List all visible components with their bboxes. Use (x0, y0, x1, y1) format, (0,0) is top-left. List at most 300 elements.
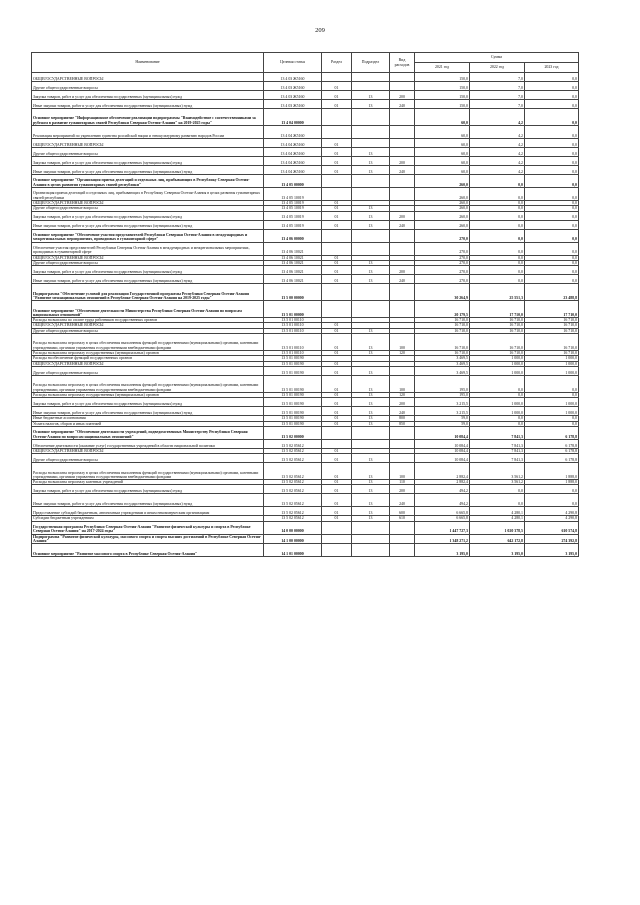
row-section: 01 (322, 166, 352, 175)
row-code: 13 4 03 Ж5160 (264, 73, 322, 82)
row-name: Расходы на выплаты по оплате труда работников государственных органов (32, 318, 264, 323)
row-value-2022: 7,0 (470, 82, 525, 91)
row-value-2023: 0,0 (525, 260, 579, 265)
row-value-2023: 610 574,8 (525, 521, 579, 534)
row-name: Обеспечение деятельности (оказание услуг) государственных учреждений в области национальной политики (32, 439, 264, 448)
row-value-2023: 1 000,0 (525, 407, 579, 416)
row-value-2022: 4 280,1 (470, 516, 525, 521)
row-expense-type: 240 (390, 166, 415, 175)
row-value-2021: 60,0 (415, 157, 470, 166)
row-code: 13 4 03 Ж5160 (264, 82, 322, 91)
row-value-2021: 60,0 (415, 148, 470, 157)
row-code: 13 4 05 10019 (264, 206, 322, 211)
row-section: 01 (322, 375, 352, 392)
row-section (322, 242, 352, 255)
row-expense-type: 120 (390, 392, 415, 397)
row-section: 01 (322, 139, 352, 148)
row-value-2022: 0,0 (470, 175, 525, 188)
row-section: 01 (322, 91, 352, 100)
row-value-2023: 16 710,0 (525, 323, 579, 328)
row-value-2023: 0,0 (525, 206, 579, 211)
row-value-2023: 1 888,0 (525, 480, 579, 485)
row-value-2021: 494,2 (415, 485, 470, 494)
row-value-2021: 2 882,4 (415, 463, 470, 480)
row-name: Иные закупки товаров, работ и услуг для обеспечения государственных (муниципальных) нужд (32, 407, 264, 416)
table-row (32, 534, 579, 544)
row-section: 01 (322, 148, 352, 157)
row-value-2022: 0,0 (470, 421, 525, 426)
row-code: 13 5 01 00190 (264, 407, 322, 416)
row-value-2022: 16 710,0 (470, 334, 525, 351)
row-name: Основное мероприятие "Обеспечение участия представителей Республики Северная Осетия-Алания в международных и межрегиональных мероприятиях, проводимых в гуманитарной сфере" (32, 229, 264, 242)
row-subsection (352, 544, 390, 557)
row-code: 13 4 06 00000 (264, 229, 322, 242)
row-name: Закупка товаров, работ и услуг для обеспечения государственных (муниципальных) нужд (32, 485, 264, 494)
row-subsection (352, 426, 390, 439)
row-value-2021: 3 469,5 (415, 356, 470, 361)
row-value-2022: 0,0 (470, 242, 525, 255)
row-value-2022: 1 000,0 (470, 356, 525, 361)
row-subsection (352, 82, 390, 91)
row-value-2023: 0,0 (525, 148, 579, 157)
row-value-2022: 3 561,2 (470, 480, 525, 485)
row-subsection (352, 301, 390, 318)
table-row (32, 82, 579, 91)
row-name: ОБЩЕГОСУДАРСТВЕННЫЕ ВОПРОСЫ (32, 139, 264, 148)
row-code: 13 5 01 00110 (264, 328, 322, 333)
row-value-2023: 0,0 (525, 211, 579, 220)
row-code: 14 1 01 00000 (264, 544, 322, 557)
row-value-2021: 260,0 (415, 211, 470, 220)
row-value-2021: 16 710,0 (415, 334, 470, 351)
table-row (32, 521, 579, 534)
page-number: 209 (315, 27, 325, 34)
row-name: Иные закупки товаров, работ и услуг для обеспечения государственных (муниципальных) нужд (32, 100, 264, 109)
row-code: 13 4 06 10021 (264, 255, 322, 260)
table-row (32, 91, 579, 100)
row-section (322, 534, 352, 544)
row-expense-type (390, 148, 415, 157)
row-subsection (352, 229, 390, 242)
row-section: 01 (322, 334, 352, 351)
row-value-2023: 0,0 (525, 242, 579, 255)
row-name: ОБЩЕГОСУДАРСТВЕННЫЕ ВОПРОСЫ (32, 255, 264, 260)
row-section (322, 109, 352, 126)
row-code: 13 4 06 10021 (264, 260, 322, 265)
row-expense-type (390, 175, 415, 188)
row-value-2021: 59,0 (415, 416, 470, 421)
row-subsection: 13 (352, 375, 390, 392)
row-expense-type (390, 521, 415, 534)
table-row (32, 211, 579, 220)
row-code: 13 5 01 00110 (264, 334, 322, 351)
row-name: Расходы на выплаты персоналу государственных (муниципальных) органов (32, 392, 264, 397)
row-subsection: 13 (352, 334, 390, 351)
row-subsection: 13 (352, 328, 390, 333)
row-subsection: 13 (352, 463, 390, 480)
row-value-2022: 1 020 378,5 (470, 521, 525, 534)
row-value-2023: 0,0 (525, 229, 579, 242)
row-section: 01 (322, 416, 352, 421)
row-value-2023: 0,0 (525, 494, 579, 507)
row-section: 01 (322, 361, 352, 366)
table-row (32, 275, 579, 284)
row-value-2022: 0,0 (470, 220, 525, 229)
row-value-2021: 60,0 (415, 139, 470, 148)
row-section: 01 (322, 157, 352, 166)
row-value-2023: 6 178,8 (525, 454, 579, 463)
row-value-2021: 20 179,5 (415, 301, 470, 318)
row-name: Основное мероприятие "Развитие массового спорта в Республике Северная Осетия-Алания" (32, 544, 264, 557)
table-row (32, 494, 579, 507)
row-code: 13 5 02 05612 (264, 480, 322, 485)
row-section: 01 (322, 201, 352, 206)
table-row (32, 375, 579, 392)
row-expense-type (390, 229, 415, 242)
row-value-2022: 0,0 (470, 392, 525, 397)
row-value-2023: 0,0 (525, 266, 579, 275)
row-section: 01 (322, 454, 352, 463)
row-expense-type: 240 (390, 275, 415, 284)
row-code: 13 5 02 05612 (264, 516, 322, 521)
row-value-2023: 0,0 (525, 109, 579, 126)
row-subsection: 13 (352, 416, 390, 421)
row-value-2023: 1 000,0 (525, 366, 579, 375)
row-section: 01 (322, 507, 352, 516)
row-code: 13 5 01 00190 (264, 392, 322, 397)
row-value-2021: 16 710,0 (415, 351, 470, 356)
row-value-2021: 260,0 (415, 206, 470, 211)
row-name: Иные бюджетные ассигнования (32, 416, 264, 421)
row-code: 13 5 00 00000 (264, 284, 322, 301)
row-expense-type (390, 454, 415, 463)
row-subsection: 13 (352, 494, 390, 507)
table-row (32, 426, 579, 439)
row-subsection: 13 (352, 507, 390, 516)
row-section (322, 188, 352, 201)
row-subsection: 13 (352, 260, 390, 265)
row-value-2023: 0,0 (525, 220, 579, 229)
row-name: Расходы на выплаты персоналу в целях обеспечения выполнения функций государственными (муниципальными) органами, казенными учреждениями, органами управления государственными внебюджетными фондами (32, 334, 264, 351)
row-value-2021: 59,0 (415, 421, 470, 426)
row-code: 13 4 06 10021 (264, 275, 322, 284)
row-value-2023: 0,0 (525, 166, 579, 175)
row-expense-type (390, 301, 415, 318)
row-expense-type (390, 439, 415, 448)
row-code: 13 5 02 05612 (264, 494, 322, 507)
row-expense-type (390, 544, 415, 557)
row-code: 13 4 03 Ж5160 (264, 91, 322, 100)
row-code: 13 4 03 Ж5160 (264, 100, 322, 109)
row-name: Другие общегосударственные вопросы (32, 260, 264, 265)
row-section (322, 175, 352, 188)
row-value-2023: 0,0 (525, 375, 579, 392)
row-expense-type (390, 534, 415, 544)
row-value-2021: 3 195,0 (415, 544, 470, 557)
row-expense-type (390, 366, 415, 375)
row-expense-type: 100 (390, 375, 415, 392)
table-row (32, 242, 579, 255)
row-section (322, 284, 352, 301)
row-name: Основное мероприятие "Обеспечение деятельности Министерства Республики Северная Осетия-Алания по вопросам национальных отношений" (32, 301, 264, 318)
row-expense-type: 100 (390, 334, 415, 351)
row-value-2021: 60,0 (415, 109, 470, 126)
row-name: Реализация мероприятий по укреплению единства российской нации и этнокультурному развитию народов России (32, 126, 264, 139)
row-value-2021: 260,0 (415, 201, 470, 206)
row-name: Закупка товаров, работ и услуг для обеспечения государственных (муниципальных) нужд (32, 157, 264, 166)
table-row (32, 220, 579, 229)
row-value-2022: 7 841,3 (470, 426, 525, 439)
row-value-2021: 270,0 (415, 242, 470, 255)
row-section: 01 (322, 323, 352, 328)
row-name: Расходы на выплаты персоналу в целях обеспечения выполнения функций государственными (муниципальными) органами, казенными учреждениями, органами управления государственными внебюджетными фондами (32, 375, 264, 392)
table-row (32, 544, 579, 557)
header-code: Целевая статья (264, 53, 322, 73)
row-value-2021: 16 710,0 (415, 328, 470, 333)
table-row (32, 334, 579, 351)
row-expense-type (390, 139, 415, 148)
row-name: Закупка товаров, работ и услуг для обеспечения государственных (муниципальных) нужд (32, 266, 264, 275)
row-value-2023: 4 290,8 (525, 516, 579, 521)
row-value-2022: 25 551,3 (470, 284, 525, 301)
row-value-2021: 30 264,9 (415, 284, 470, 301)
row-value-2022: 0,0 (470, 375, 525, 392)
row-value-2022: 4,2 (470, 157, 525, 166)
row-code: 13 5 01 00190 (264, 421, 322, 426)
row-expense-type: 200 (390, 485, 415, 494)
row-value-2022: 0,0 (470, 188, 525, 201)
row-value-2023: 0,0 (525, 421, 579, 426)
row-subsection: 13 (352, 392, 390, 397)
row-section: 01 (322, 211, 352, 220)
row-expense-type: 850 (390, 421, 415, 426)
row-value-2023: 0,0 (525, 485, 579, 494)
row-value-2022: 1 000,0 (470, 398, 525, 407)
row-code: 13 4 04 Ж5160 (264, 157, 322, 166)
row-value-2023: 6 178,8 (525, 426, 579, 439)
row-value-2021: 195,0 (415, 375, 470, 392)
row-code: 13 4 04 Ж5160 (264, 166, 322, 175)
row-value-2021: 10 084,4 (415, 454, 470, 463)
row-value-2023: 0,0 (525, 175, 579, 188)
table-row (32, 126, 579, 139)
row-value-2021: 150,0 (415, 82, 470, 91)
row-section: 01 (322, 255, 352, 260)
row-section (322, 426, 352, 439)
row-expense-type: 200 (390, 266, 415, 275)
row-code: 14 1 00 00000 (264, 534, 322, 544)
row-value-2022: 0,0 (470, 416, 525, 421)
row-code: 13 5 01 00110 (264, 318, 322, 323)
row-value-2023: 0,0 (525, 139, 579, 148)
row-value-2021: 150,0 (415, 73, 470, 82)
row-value-2023: 16 710,0 (525, 328, 579, 333)
row-subsection (352, 109, 390, 126)
row-value-2021: 60,0 (415, 126, 470, 139)
row-value-2021: 260,0 (415, 220, 470, 229)
row-value-2023: 0,0 (525, 82, 579, 91)
row-subsection: 13 (352, 266, 390, 275)
row-value-2023: 0,0 (525, 275, 579, 284)
row-value-2021: 16 710,0 (415, 323, 470, 328)
table-row (32, 439, 579, 448)
row-value-2022: 4 280,1 (470, 507, 525, 516)
row-value-2022: 4,2 (470, 166, 525, 175)
row-subsection: 13 (352, 148, 390, 157)
row-subsection: 13 (352, 480, 390, 485)
row-name: Субсидии бюджетным учреждениям (32, 516, 264, 521)
row-value-2023: 1 000,0 (525, 398, 579, 407)
row-name: Закупка товаров, работ и услуг для обеспечения государственных (муниципальных) нужд (32, 211, 264, 220)
row-section: 01 (322, 392, 352, 397)
row-expense-type: 200 (390, 157, 415, 166)
row-value-2023: 0,0 (525, 126, 579, 139)
header-year-2022: 2022 год (470, 63, 525, 73)
row-value-2022: 4,2 (470, 148, 525, 157)
row-name: Подпрограмма "Обеспечение условий для реализации Государственной программы Республики Северная Осетия-Алания "Развитие межнациональных отношений в Республике Северная Осетия-Алания на 2019-2025 годы" (32, 284, 264, 301)
row-section: 01 (322, 260, 352, 265)
row-value-2022: 16 710,0 (470, 328, 525, 333)
row-value-2022: 0,0 (470, 266, 525, 275)
row-subsection (352, 534, 390, 544)
row-value-2023: 16 710,0 (525, 318, 579, 323)
row-section: 01 (322, 82, 352, 91)
row-subsection (352, 139, 390, 148)
table-row (32, 266, 579, 275)
row-subsection (352, 242, 390, 255)
row-code: 13 4 04 Ж5160 (264, 126, 322, 139)
row-value-2023: 6 178,8 (525, 448, 579, 453)
row-value-2023: 6 178,8 (525, 439, 579, 448)
row-value-2023: 274 392,8 (525, 534, 579, 544)
row-value-2023: 0,0 (525, 91, 579, 100)
row-section: 01 (322, 485, 352, 494)
row-value-2022: 642 172,8 (470, 534, 525, 544)
row-subsection (352, 175, 390, 188)
row-value-2021: 6 665,8 (415, 516, 470, 521)
row-value-2021: 10 084,4 (415, 426, 470, 439)
row-value-2022: 3 561,2 (470, 463, 525, 480)
row-code: 13 5 02 05612 (264, 463, 322, 480)
budget-table (31, 52, 579, 557)
row-code: 13 4 04 Ж5160 (264, 148, 322, 157)
row-name: Расходы на обеспечение функций государственных органов (32, 356, 264, 361)
row-expense-type: 610 (390, 516, 415, 521)
row-code: 13 5 01 00190 (264, 416, 322, 421)
row-section (322, 544, 352, 557)
row-expense-type: 120 (390, 351, 415, 356)
table-row (32, 301, 579, 318)
row-code: 13 5 02 00000 (264, 426, 322, 439)
row-name: ОБЩЕГОСУДАРСТВЕННЫЕ ВОПРОСЫ (32, 361, 264, 366)
row-section: 01 (322, 480, 352, 485)
table-row (32, 485, 579, 494)
row-subsection (352, 284, 390, 301)
row-name: Государственная программа Республики Северная Осетия-Алания "Развитие физической культуры и спорта в Республике Северная Осетия-Алания" на 2017-2024 годы" (32, 521, 264, 534)
row-value-2022: 0,0 (470, 201, 525, 206)
row-section: 01 (322, 366, 352, 375)
table-row (32, 148, 579, 157)
row-name: ОБЩЕГОСУДАРСТВЕННЫЕ ВОПРОСЫ (32, 201, 264, 206)
row-value-2023: 16 710,0 (525, 334, 579, 351)
row-subsection: 13 (352, 275, 390, 284)
row-value-2022: 0,0 (470, 260, 525, 265)
row-code: 13 4 05 10019 (264, 211, 322, 220)
row-name: Предоставление субсидий бюджетным, автономным учреждениям и иным некоммерческим организациям (32, 507, 264, 516)
row-expense-type: 240 (390, 220, 415, 229)
header-year-2021: 2021 год (415, 63, 470, 73)
row-name: Основное мероприятие "Информационное обеспечение реализации подпрограммы "Взаимодействие с соотечественниками за рубежом в развитие гуманитарных связей Республики Северная Осетия-Алания" на 2019-2025 годы" (32, 109, 264, 126)
row-subsection (352, 73, 390, 82)
row-code: 13 5 02 05612 (264, 454, 322, 463)
table-row (32, 157, 579, 166)
row-name: Иные закупки товаров, работ и услуг для обеспечения государственных (муниципальных) нужд (32, 494, 264, 507)
row-subsection (352, 521, 390, 534)
row-expense-type: 100 (390, 463, 415, 480)
row-name: Иные закупки товаров, работ и услуг для обеспечения государственных (муниципальных) нужд (32, 275, 264, 284)
row-value-2022: 0,0 (470, 275, 525, 284)
row-value-2022: 0,0 (470, 485, 525, 494)
row-value-2022: 16 710,0 (470, 351, 525, 356)
row-value-2021: 1 348 271,2 (415, 534, 470, 544)
header-name: Наименование (32, 53, 264, 73)
row-expense-type: 600 (390, 507, 415, 516)
header-subsection: Подраздел (352, 53, 390, 73)
table-row (32, 166, 579, 175)
row-section: 01 (322, 351, 352, 356)
row-expense-type: 110 (390, 480, 415, 485)
row-code: 13 4 06 10021 (264, 266, 322, 275)
row-section: 01 (322, 448, 352, 453)
row-value-2023: 1 888,0 (525, 463, 579, 480)
row-code: 13 5 01 00190 (264, 361, 322, 366)
row-value-2021: 195,0 (415, 392, 470, 397)
header-sum: Сумма (415, 53, 579, 63)
row-name: Расходы на выплаты персоналу казенных учреждений (32, 480, 264, 485)
row-value-2021: 270,0 (415, 275, 470, 284)
row-code: 13 4 05 10019 (264, 220, 322, 229)
row-section (322, 229, 352, 242)
row-value-2021: 3 469,5 (415, 361, 470, 366)
row-code: 13 5 02 05612 (264, 439, 322, 448)
row-section (322, 521, 352, 534)
row-value-2021: 260,0 (415, 175, 470, 188)
row-section (322, 301, 352, 318)
row-value-2022: 7 841,3 (470, 439, 525, 448)
row-code: 13 4 04 Ж5160 (264, 139, 322, 148)
row-value-2023: 0,0 (525, 157, 579, 166)
row-subsection (352, 188, 390, 201)
table-row (32, 109, 579, 126)
row-subsection: 13 (352, 485, 390, 494)
row-name: ОБЩЕГОСУДАРСТВЕННЫЕ ВОПРОСЫ (32, 73, 264, 82)
row-value-2021: 150,0 (415, 100, 470, 109)
row-subsection: 13 (352, 454, 390, 463)
row-value-2021: 3 469,5 (415, 366, 470, 375)
row-value-2023: 4 290,8 (525, 507, 579, 516)
row-value-2022: 1 000,0 (470, 361, 525, 366)
table-row (32, 463, 579, 480)
row-name: Иные закупки товаров, работ и услуг для обеспечения государственных (муниципальных) нужд (32, 166, 264, 175)
row-expense-type: 240 (390, 494, 415, 507)
table-row (32, 366, 579, 375)
row-value-2023: 0,0 (525, 201, 579, 206)
row-section: 01 (322, 220, 352, 229)
row-value-2023: 0,0 (525, 392, 579, 397)
row-expense-type: 240 (390, 100, 415, 109)
header-section: Раздел (322, 53, 352, 73)
row-value-2021: 10 084,4 (415, 439, 470, 448)
